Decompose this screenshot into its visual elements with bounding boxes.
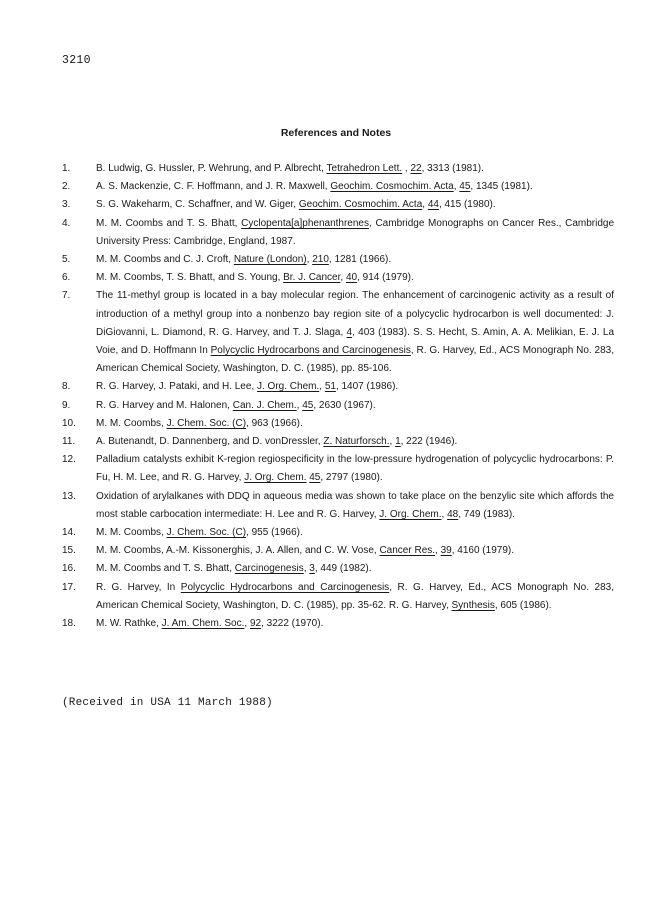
citation-text: , 222 (1946). — [400, 436, 458, 448]
reference-item — [62, 451, 614, 487]
reference-text — [96, 560, 614, 578]
citation-text: , — [422, 199, 428, 211]
underlined-citation: 45 — [309, 472, 321, 484]
reference-number: 18. — [62, 618, 76, 630]
reference-item — [62, 287, 614, 378]
reference-item — [62, 579, 614, 615]
underlined-citation: Tetrahedron Lett. — [326, 163, 403, 174]
citation-text: , 4160 (1979). — [451, 545, 514, 557]
reference-text — [96, 415, 614, 433]
citation-text: , 963 (1966). — [246, 417, 303, 429]
citation-text: , 3313 (1981). — [421, 163, 484, 174]
citation-text: , 1407 (1986). — [335, 381, 399, 393]
reference-item — [62, 251, 614, 269]
reference-number: 16. — [62, 563, 76, 575]
reference-item — [62, 542, 614, 560]
underlined-citation: 40 — [345, 272, 358, 284]
underlined-citation: Geochim. Cosmochim. Acta — [298, 199, 423, 211]
citation-text: , 749 (1983). — [458, 508, 515, 520]
underlined-citation: Polycyclic Hydrocarbons and Carcinogenesis — [210, 345, 411, 357]
reference-text — [96, 178, 614, 196]
citation-text: , — [319, 381, 325, 393]
citation-text: , — [296, 399, 303, 411]
citation-text: Palladium catalysts exhibit K-region regiospecificity in the low-pressure hydrogenation of polycyclic hydrocarbons: P. Fu, H. M. Lee, and R. G. Harvey, — [96, 454, 614, 484]
citation-text: , 2630 (1967). — [313, 399, 376, 411]
citation-text: , 955 (1966). — [246, 527, 303, 539]
citation-text: A. Butenandt, D. Dannenberg, and D. vonDressler, — [96, 436, 324, 448]
reference-text — [96, 451, 614, 487]
reference-item — [62, 615, 614, 633]
citation-text: , 3222 (1970). — [261, 618, 324, 630]
underlined-citation: 1 — [395, 436, 401, 448]
reference-item — [62, 524, 614, 542]
underlined-citation: Carcinogenesis — [234, 563, 304, 575]
reference-text — [96, 251, 614, 269]
citation-text: , — [402, 163, 411, 174]
reference-number: 6. — [62, 272, 71, 284]
underlined-citation: 45 — [459, 181, 471, 193]
reference-text — [96, 524, 614, 542]
reference-text — [96, 215, 614, 251]
reference-text — [96, 160, 614, 178]
page-number: 3210 — [62, 54, 91, 67]
citation-text: , 1345 (1981). — [470, 181, 533, 193]
underlined-citation: J. Org. Chem. — [257, 381, 320, 393]
underlined-citation: J. Am. Chem. Soc. — [161, 618, 245, 630]
citation-text: , — [435, 545, 441, 557]
underlined-citation: Synthesis — [451, 599, 495, 611]
reference-number: 5. — [62, 254, 71, 266]
reference-text — [96, 196, 614, 214]
reference-item — [62, 397, 614, 415]
reference-text — [96, 397, 614, 415]
reference-number: 1. — [62, 163, 71, 174]
underlined-citation: J. Chem. Soc. (C) — [166, 527, 247, 539]
citation-text: , 914 (1979). — [357, 272, 414, 284]
citation-text: , 1281 (1966). — [328, 254, 392, 266]
reference-number: 2. — [62, 181, 71, 193]
citation-text: M. W. Rathke, — [96, 618, 162, 630]
citation-text: Oxidation of arylalkanes with DDQ in aqueous media was shown to take place on the benzylic site which affords the most stable carbocation intermediate: H. Lee and R. G. Harvey, — [96, 490, 614, 520]
citation-text: , — [303, 563, 310, 575]
underlined-citation: 44 — [427, 199, 439, 211]
underlined-citation: 210 — [312, 254, 329, 266]
citation-text: M. M. Coombs, T. S. Bhatt, and S. Young, — [96, 272, 284, 284]
reference-text — [96, 287, 614, 378]
reference-number: 3. — [62, 199, 71, 211]
citation-text: S. G. Wakeharm, C. Schaffner, and W. Giger, — [96, 199, 299, 211]
references-heading: References and Notes — [280, 127, 392, 139]
reference-item — [62, 196, 614, 214]
citation-text: , R. G. Harvey, Ed., ACS Monograph No. 283, American Chemical Society, Washington, D. C. (1985), pp. 85-106. — [96, 345, 614, 375]
reference-item — [62, 269, 614, 287]
citation-text: M. M. Coombs, A.-M. Kissonerghis, J. A. Allen, and C. W. Vose, — [96, 545, 380, 557]
reference-text — [96, 579, 614, 615]
underlined-citation: 48 — [447, 508, 459, 520]
reference-item — [62, 178, 614, 196]
underlined-citation: Z. Naturforsch. — [323, 436, 390, 448]
reference-item — [62, 160, 614, 178]
reference-text — [96, 615, 614, 633]
citation-text: , 2797 (1980). — [320, 472, 383, 484]
reference-item — [62, 378, 614, 396]
underlined-citation: 45 — [302, 399, 314, 411]
citation-text: M. M. Coombs and C. J. Croft, — [96, 254, 234, 266]
reference-list — [62, 160, 614, 633]
underlined-citation: J. Org. Chem. — [244, 472, 307, 484]
underlined-citation: Br. J. Cancer — [283, 272, 341, 284]
citation-text: , Cambridge Monographs on Cancer Res., Cambridge University Press: Cambridge, England, 1987. — [96, 217, 615, 247]
citation-text: R. G. Harvey, In — [96, 581, 181, 593]
reference-number: 13. — [62, 490, 76, 502]
underlined-citation: Polycyclic Hydrocarbons and Carcinogenesis — [180, 581, 390, 593]
underlined-citation: J. Org. Chem. — [379, 508, 442, 520]
reference-text — [96, 488, 614, 524]
citation-text: B. Ludwig, G. Hussler, P. Wehrung, and P. Albrecht, — [96, 163, 327, 174]
citation-text: , — [441, 508, 448, 520]
underlined-citation: J. Chem. Soc. (C) — [166, 417, 247, 429]
citation-text: , 403 (1983). S. S. Hecht, S. Amin, A. A. Melikian, E. J. La Voie, and D. Hoffmann In — [96, 326, 615, 357]
reference-text — [96, 433, 614, 451]
citation-text: , 605 (1986). — [494, 599, 552, 611]
citation-text: R. G. Harvey and M. Halonen, — [96, 399, 233, 411]
underlined-citation: 92 — [249, 618, 262, 630]
underlined-citation: 3 — [309, 563, 315, 575]
citation-text: The 11-methyl group is located in a bay molecular region. The enhancement of carcinogenic activity as a result of introduction of a methyl group into a nonbenzo bay region site of a polycyclic hydrocarbon is well documented: J. DiGiovanni, L. Diamond, R. G. Harvey, and T. J. Slaga, — [96, 290, 614, 338]
reference-number: 10. — [62, 417, 76, 429]
reference-number: 7. — [62, 290, 71, 302]
underlined-citation: 39 — [440, 545, 452, 557]
reference-number: 17. — [62, 581, 76, 593]
reference-text — [96, 378, 614, 396]
underlined-citation: Nature (London) — [233, 254, 307, 266]
reference-item — [62, 215, 614, 251]
reference-text — [96, 542, 614, 560]
citation-text: R. G. Harvey, J. Pataki, and H. Lee, — [96, 381, 257, 393]
citation-text: , — [340, 272, 346, 284]
citation-text: , — [389, 436, 396, 448]
citation-text: M. M. Coombs, — [96, 417, 167, 429]
received-date: (Received in USA 11 March 1988) — [62, 697, 273, 709]
reference-item — [62, 488, 614, 524]
reference-number: 4. — [62, 217, 71, 229]
citation-text: , R. G. Harvey, Ed., ACS Monograph No. 283, American Chemical Society, Washington, D. C. (1985), pp. 35-62. R. G. Harvey, — [96, 581, 614, 611]
underlined-citation: Geochim. Cosmochim. Acta — [330, 181, 454, 193]
underlined-citation: Can. J. Chem. — [232, 399, 297, 411]
underlined-citation: Cancer Res. — [379, 545, 436, 557]
underlined-citation: 22 — [410, 163, 422, 174]
citation-text: M. M. Coombs, — [96, 527, 167, 539]
reference-number: 11. — [62, 436, 76, 448]
reference-number: 14. — [62, 527, 76, 539]
citation-text: , — [244, 618, 250, 630]
reference-number: 8. — [62, 381, 71, 393]
underlined-citation: 4 — [346, 326, 353, 338]
citation-text: , — [453, 181, 460, 193]
citation-text: A. S. Mackenzie, C. F. Hoffmann, and J. R. Maxwell, — [96, 181, 331, 193]
citation-text: , — [306, 254, 313, 266]
citation-text: M. M. Coombs and T. S. Bhatt, — [96, 563, 235, 575]
reference-item — [62, 415, 614, 433]
reference-item — [62, 560, 614, 578]
citation-text: , 449 (1982). — [314, 563, 372, 575]
reference-number: 15. — [62, 545, 76, 557]
reference-number: 9. — [62, 399, 71, 411]
reference-text — [96, 269, 614, 287]
citation-text: M. M. Coombs and T. S. Bhatt, — [96, 217, 242, 229]
underlined-citation: Cyclopenta[a]phenanthrenes — [241, 217, 369, 229]
reference-item — [62, 433, 614, 451]
reference-number: 12. — [62, 454, 76, 466]
citation-text: , 415 (1980). — [438, 199, 496, 211]
underlined-citation: 51 — [324, 381, 336, 393]
